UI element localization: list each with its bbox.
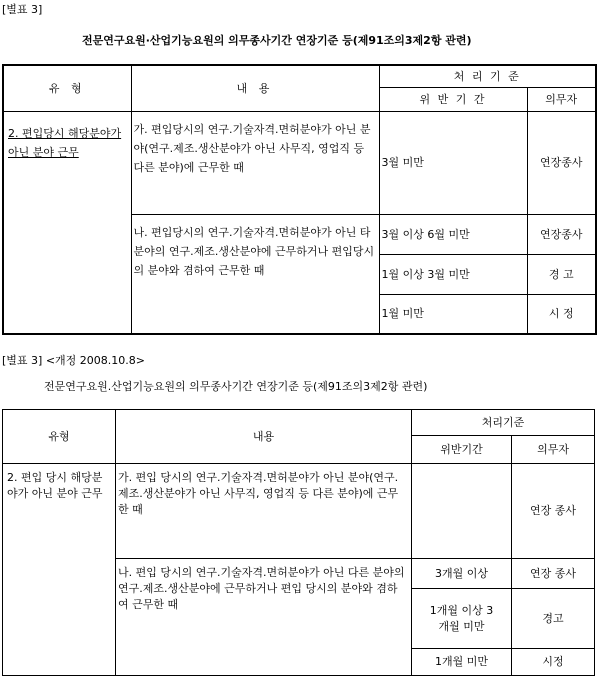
s1-period-4: 1월 미만 xyxy=(379,294,527,334)
s1-header-duty: 의무자 xyxy=(527,87,596,111)
s2-header-duty: 의무자 xyxy=(512,436,595,464)
s2-duty-1: 연장 종사 xyxy=(512,464,595,559)
s1-header-content: 내 용 xyxy=(131,65,379,111)
section2-label: [별표 3] <개정 2008.10.8> xyxy=(2,354,145,367)
s1-content-a: 가. 편입당시의 연구.기술자격.면허분야가 아닌 분야(연구.제조.생산분야가 아닌 사무직, 영업직 등 다른 분야)에 근무한 때 xyxy=(131,111,379,214)
s1-content-b: 나. 편입당시의 연구.기술자격.면허분야가 아닌 타분야의 연구.제조.생산분야에 근무하거나 편입당시의 분야와 겸하여 근무한 때 xyxy=(131,214,379,334)
s1-duty-4: 시 정 xyxy=(527,294,596,334)
s2-content-b: 나. 편입 당시의 연구.기술자격.면허분야가 아닌 다른 분야의 연구.제조.생산분야에 근무하거나 편입 당시의 분야와 겸하여 근무한 때 xyxy=(116,559,412,676)
s2-header-period: 위반기간 xyxy=(412,436,512,464)
s1-header-criteria: 처 리 기 준 xyxy=(379,65,596,87)
s1-period-2: 3월 이상 6월 미만 xyxy=(379,214,527,254)
s1-period-3: 1월 이상 3월 미만 xyxy=(379,254,527,294)
section2-table xyxy=(2,409,595,676)
s2-content-a: 가. 편입 당시의 연구.기술자격.면허분야가 아닌 분야(연구.제조.생산분야가 아닌 사무직, 영업직 등 다른 분야)에 근무한 때 xyxy=(116,464,412,559)
s1-header-type: 유 형 xyxy=(3,65,131,111)
s2-period-3: 1개월 이상 3개월 미만 xyxy=(412,589,512,649)
s1-row-type: 2. 편입당시 해당분야가 아닌 분야 근무 xyxy=(3,111,131,334)
s2-period-2: 3개월 이상 xyxy=(412,559,512,589)
s1-header-period: 위 반 기 간 xyxy=(379,87,527,111)
s1-duty-2: 연장종사 xyxy=(527,214,596,254)
s2-duty-2: 연장 종사 xyxy=(512,559,595,589)
s2-period-4: 1개월 미만 xyxy=(412,649,512,676)
s1-period-1: 3월 미만 xyxy=(379,111,527,214)
s2-header-content: 내용 xyxy=(116,410,412,464)
s2-row-type: 2. 편입 당시 해당분야가 아닌 분야 근무 xyxy=(3,464,116,676)
s1-duty-3: 경 고 xyxy=(527,254,596,294)
s2-period-1 xyxy=(412,464,512,559)
s2-header-type: 유형 xyxy=(3,410,116,464)
s1-duty-1: 연장종사 xyxy=(527,111,596,214)
s2-duty-4: 시정 xyxy=(512,649,595,676)
s2-header-criteria: 처리기준 xyxy=(412,410,595,436)
section1-table xyxy=(2,64,597,335)
section1-title: 전문연구요원·산업기능요원의 의무종사기간 연장기준 등(제91조의3제2항 관련) xyxy=(82,34,472,47)
section1-label: [별표 3] xyxy=(2,3,43,16)
s2-duty-3: 경고 xyxy=(512,589,595,649)
section2-title: 전문연구요원.산업기능요원의 의무종사기간 연장기준 등(제91조의3제2항 관련) xyxy=(44,380,428,393)
